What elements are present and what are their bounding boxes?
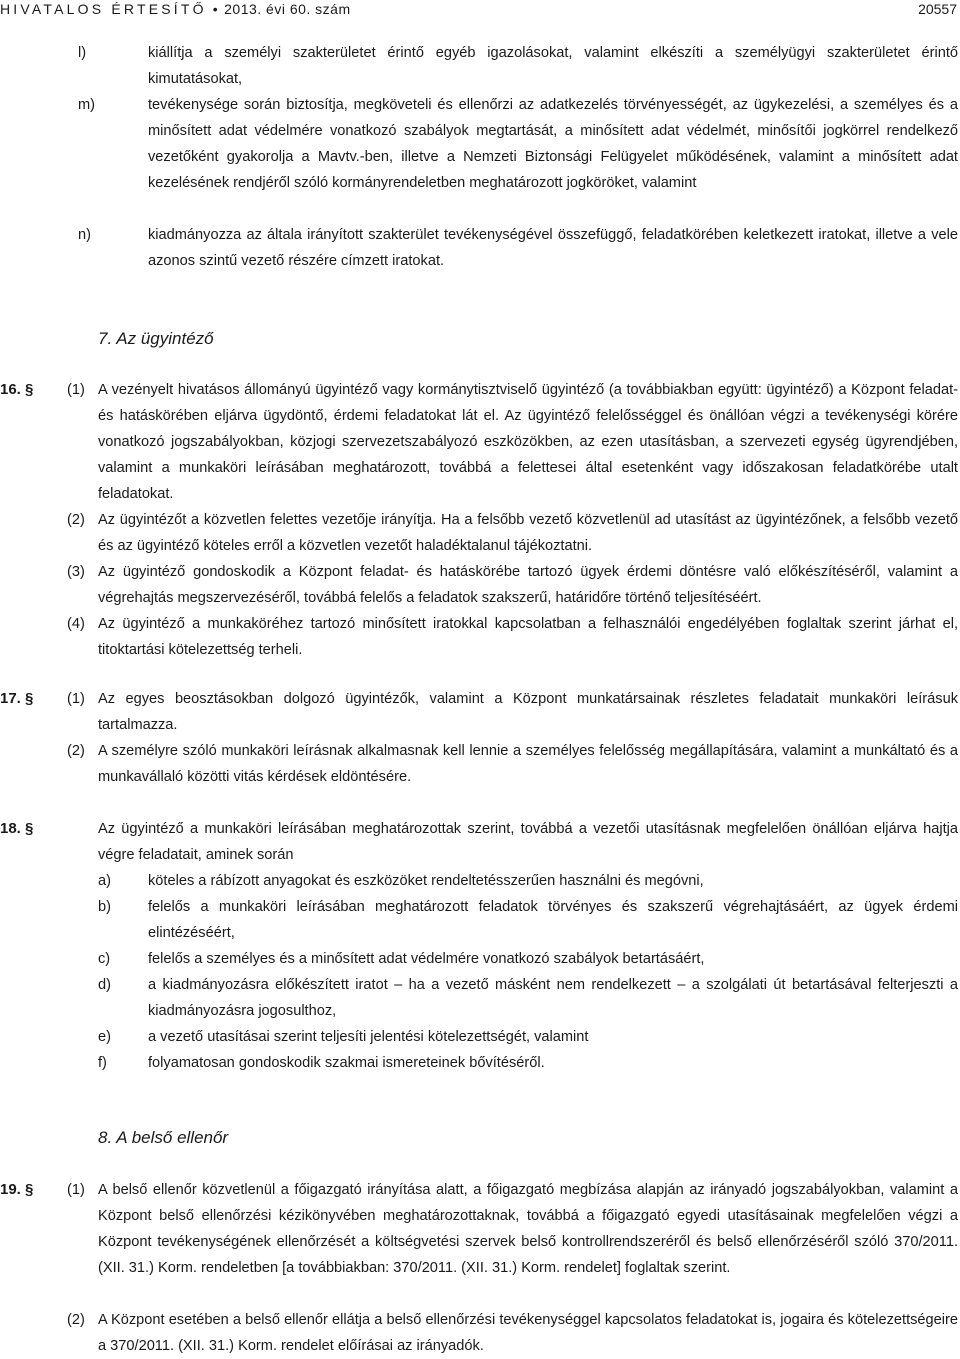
page-header [0, 0, 960, 20]
item-text-18-f: folyamatosan gondoskodik szakmai ismereteinek bővítéséről. [148, 1055, 545, 1071]
para-text-16-2: Az ügyintézőt a közvetlen felettes vezetője irányítja. Ha a felsőbb vezető közvetlenül ad utasítást az ügyintézőnek, a felsőbb vezető és az ügyintéző köteles erről a közvetlen vezetőt haladéktalanul tájékoztatni. [98, 512, 958, 554]
section-number-18: 18. § [0, 820, 34, 837]
publication-info [0, 0, 351, 18]
para-label-16-4: (4) [67, 616, 85, 632]
para-label-16-1: (1) [67, 382, 85, 398]
para-label-16-2: (2) [67, 512, 85, 528]
section-number-17: 17. § [0, 690, 34, 707]
item-label-18-f: f) [98, 1055, 107, 1071]
section-18 [0, 816, 960, 1076]
item-text-n: kiadmányozza az általa irányított szakterület tevékenységével összefüggő, feladatkörében keletkezett iratokat, illetve a vele azonos szintű vezető részére címzett iratokat. [148, 227, 958, 269]
item-text-18-d: a kiadmányozásra előkészített iratot – ha a vezető másként nem rendelkezett – a szolgálati út betartásával felterjeszti a kiadmányozásra jogosulthoz, [148, 977, 958, 1019]
item-label-18-b: b) [98, 899, 111, 915]
para-text-17-1: Az egyes beosztásokban dolgozó ügyintézők, valamint a Központ munkatársainak részletes feladatait munkaköri leírásuk tartalmazza. [98, 691, 958, 733]
list-top [0, 40, 960, 280]
section-19 [0, 1177, 960, 1355]
item-label-18-e: e) [98, 1029, 111, 1045]
para-label-17-2: (2) [67, 743, 85, 759]
para-label-19-1: (1) [67, 1182, 85, 1198]
para-label-17-1: (1) [67, 691, 85, 707]
section-heading-7: 7. Az ügyintéző [98, 329, 214, 348]
para-label-16-3: (3) [67, 564, 85, 580]
publication-title: HIVATALOS ÉRTESÍTŐ [0, 1, 207, 17]
item-label-m: m) [78, 97, 96, 113]
page-number: 20557 [918, 1, 957, 17]
para-text-17-2: A személyre szóló munkaköri leírásnak alkalmasnak kell lennie a személyes felelősség megállapítására, valamint a munkáltató és a munkavállaló közötti vitás kérdések eldöntésére. [98, 743, 958, 785]
item-text-18-a: köteles a rábízott anyagokat és eszközöket rendeltetésszerűen használni és megóvni, [148, 873, 704, 889]
item-text-18-c: felelős a személyes és a minősített adat védelmére vonatkozó szabályok betartásáért, [148, 951, 705, 967]
issue-label: 2013. évi 60. szám [224, 1, 351, 17]
item-label-18-a: a) [98, 873, 111, 889]
item-text-18-e: a vezető utasításai szerint teljesíti jelentési kötelezettségét, valamint [148, 1029, 589, 1045]
para-text-16-1: A vezényelt hivatásos állományú ügyintéző vagy kormánytisztviselő ügyintéző (a továbbiakban együtt: ügyintéző) a Központ feladat- és hatáskörében eljárva ügydöntő, érdemi feladatokat lát el. Az ügyintéző felelősséggel és önállóan végzi a tevékenységi körére vonatkozó jogszabályokban, közjogi szervezetszabályozó eszközökben, az ezen utasításban, a szervezeti egység ügyrendjében, valamint a munkaköri leírásában meghatározott, továbbá a felettesei által esetenként vagy időszakosan feladatkörébe utalt feladatokat. [98, 382, 958, 502]
item-label-18-d: d) [98, 977, 111, 993]
para-text-16-4: Az ügyintéző a munkaköréhez tartozó minősített iratokkal kapcsolatban a felhasználói engedélyében foglaltak szerint járhat el, titoktartási kötelezettség terheli. [98, 616, 958, 658]
bullet-separator: • [212, 1, 219, 17]
item-label-18-c: c) [98, 951, 111, 967]
para-text-19-2: A Központ esetében a belső ellenőr ellátja a belső ellenőrzési tevékenységgel kapcsolatos feladatokat is, jogaira és kötelezettségeire a 370/2011. (XII. 31.) Korm. rendelet előírásai az irányadók. [98, 1312, 958, 1354]
item-text-l: kiállítja a személyi szakterületet érintő egyéb igazolásokat, valamint elkészíti a személyügyi szakterületet érintő kimutatásokat, [148, 45, 958, 87]
item-label-l: l) [78, 45, 87, 61]
item-label-n: n) [78, 227, 91, 243]
section-number-19: 19. § [0, 1181, 34, 1198]
item-text-18-b: felelős a munkaköri leírásában meghatározott feladatok törvényes és szakszerű végrehajtásáért, az ügyek érdemi elintézéséért, [148, 899, 958, 941]
para-text-19-1: A belső ellenőr közvetlenül a főigazgató irányítása alatt, a főigazgató megbízása alapján az irányadó jogszabályokban, valamint a Központ belső ellenőrzési kézikönyvében meghatározottaknak, továbbá a főigazgató egyedi utasításainak megfelelően végzi a Központ tevékenységének ellenőrzését a költségvetési szervek belső kontrollrendszeréről és belső ellenőrzéséről szóló 370/2011. (XII. 31.) Korm. rendeletben [a továbbiakban: 370/2011. (XII. 31.) Korm. rendelet] foglaltak szerint. [98, 1182, 958, 1276]
section-17 [0, 686, 960, 796]
section-18-intro: Az ügyintéző a munkaköri leírásában meghatározottak szerint, továbbá a vezetői utasításnak megfelelően önállóan eljárva hajtja végre feladatait, aminek során [98, 821, 958, 863]
section-number-16: 16. § [0, 381, 34, 398]
section-16 [0, 377, 960, 667]
para-label-19-2: (2) [67, 1312, 85, 1328]
item-text-m: tevékenysége során biztosítja, megköveteli és ellenőrzi az adatkezelés törvényességét, az ügykezelési, a személyes és a minősített adat védelmére vonatkozó szabályok megtartását, a minősített adat védelmét, minősítői jogkörrel rendelkező vezetőként gyakorolja a Mavtv.-ben, illetve a Nemzeti Biztonsági Felügyelet működésének, valamint a minősített adat kezelésének rendjéről szóló kormányrendeletben meghatározott jogköröket, valamint [148, 97, 958, 191]
para-text-16-3: Az ügyintéző gondoskodik a Központ feladat- és hatáskörébe tartozó ügyek érdemi döntésre való előkészítéséről, valamint a végrehajtás megszervezéséről, továbbá felelős a feladatok szakszerű, határidőre történő teljesítéséért. [98, 564, 958, 606]
section-heading-8: 8. A belső ellenőr [98, 1128, 229, 1147]
